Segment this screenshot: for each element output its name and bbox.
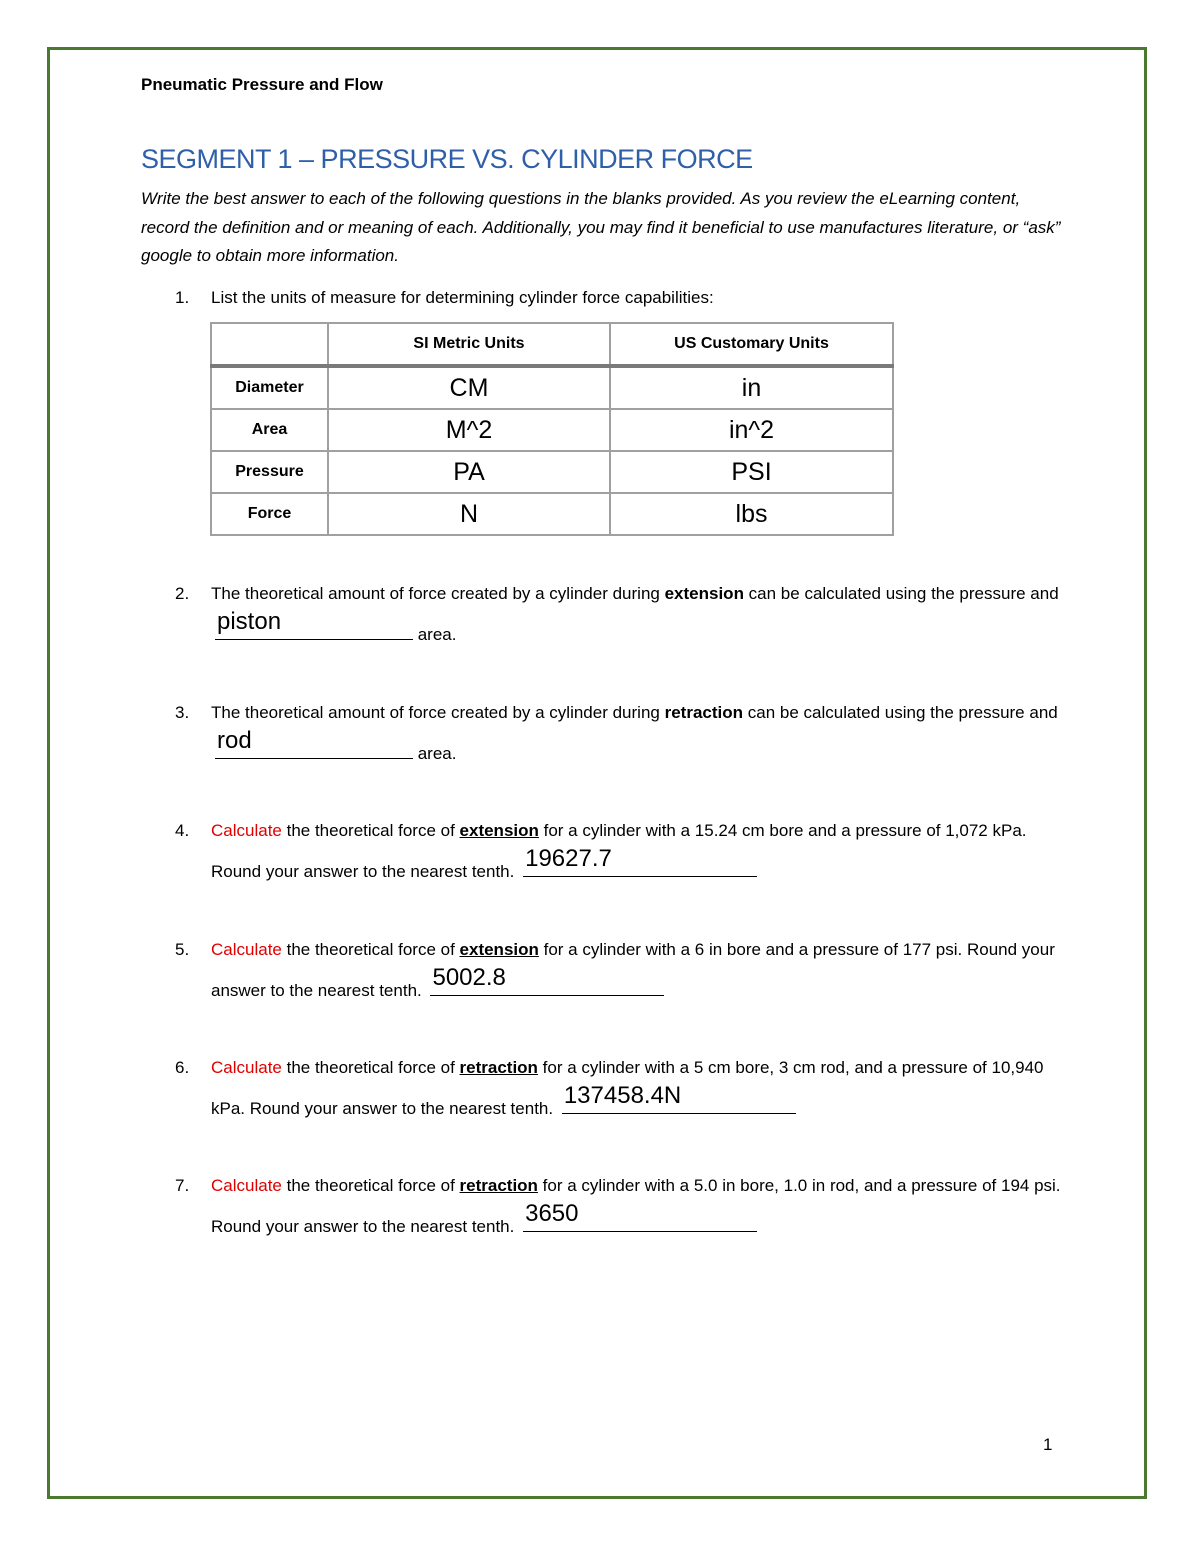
answer-text: rod	[217, 727, 252, 754]
row-label: Area	[211, 409, 328, 451]
calculate-label: Calculate	[211, 1058, 282, 1077]
question-text: can be calculated using the pressure and	[743, 703, 1058, 722]
question-number: 2.	[175, 584, 190, 603]
row-label: Pressure	[211, 451, 328, 493]
keyword: extension	[459, 821, 539, 840]
si-value[interactable]: N	[328, 493, 610, 535]
answer-blank[interactable]	[215, 608, 413, 640]
us-value[interactable]: in^2	[610, 409, 893, 451]
answer-blank[interactable]	[430, 964, 664, 996]
question-number: 1.	[175, 288, 190, 307]
answer-text: piston	[217, 608, 282, 635]
question-text: the theoretical force of	[281, 1058, 460, 1077]
question-text: List the units of measure for determining cylinder force capabilities:	[211, 288, 714, 307]
question-text: area.	[413, 744, 457, 763]
document-header: Pneumatic Pressure and Flow	[141, 75, 383, 94]
question-text: the theoretical force of	[281, 1176, 460, 1195]
answer-text: 137458.4N	[563, 1082, 682, 1109]
answer-text: 5002.8	[432, 964, 506, 991]
us-customary-header: US Customary Units	[610, 323, 893, 366]
question-text: area.	[413, 625, 457, 644]
segment-title: SEGMENT 1 – PRESSURE VS. CYLINDER FORCE	[141, 144, 753, 174]
keyword: retraction	[664, 703, 744, 722]
si-value[interactable]: M^2	[328, 409, 610, 451]
table-row	[211, 451, 893, 493]
question-text: The theoretical amount of force created by a cylinder during	[211, 584, 665, 603]
question-text: the theoretical force of	[281, 940, 460, 959]
question-text: the theoretical force of	[281, 821, 460, 840]
si-value[interactable]: CM	[328, 366, 610, 409]
answer-blank[interactable]	[523, 845, 757, 877]
row-label: Force	[211, 493, 328, 535]
instructions: Write the best answer to each of the following questions in the blanks provided. As you review the eLearning content, record the definition and or meaning of each. Additionally, you may find it beneficial to use manufactures literature, or “ask” google to obtain more information.	[141, 189, 1061, 265]
keyword: extension	[459, 940, 539, 959]
question-text: for a cylinder with a 6 in bore and a pressure of 177 psi. Round your answer to the nearest tenth.	[211, 940, 1055, 1000]
question-number: 5.	[175, 940, 190, 959]
question-text: The theoretical amount of force created by a cylinder during	[211, 703, 665, 722]
si-value[interactable]: PA	[328, 451, 610, 493]
question-text: for a cylinder with a 5.0 in bore, 1.0 in rod, and a pressure of 194 psi. Round your answer to the nearest tenth.	[211, 1176, 1061, 1236]
table-corner-cell	[211, 323, 328, 366]
si-metric-header: SI Metric Units	[328, 323, 610, 366]
question-number: 6.	[175, 1058, 190, 1077]
row-label: Diameter	[211, 366, 328, 409]
question-text: for a cylinder with a 5 cm bore, 3 cm rod, and a pressure of 10,940 kPa. Round your answer to the nearest tenth.	[211, 1058, 1044, 1118]
question-number: 7.	[175, 1176, 190, 1195]
us-value[interactable]: lbs	[610, 493, 893, 535]
answer-blank[interactable]	[562, 1082, 796, 1114]
answer-blank[interactable]	[523, 1200, 757, 1232]
us-value[interactable]: in	[610, 366, 893, 409]
us-value[interactable]: PSI	[610, 451, 893, 493]
table-row	[211, 409, 893, 451]
question-text: can be calculated using the pressure and	[743, 584, 1059, 603]
calculate-label: Calculate	[211, 940, 282, 959]
calculate-label: Calculate	[211, 1176, 282, 1195]
question-number: 4.	[175, 821, 190, 840]
question-text: for a cylinder with a 15.24 cm bore and a pressure of 1,072 kPa. Round your answer to the nearest tenth.	[211, 821, 1027, 881]
answer-blank[interactable]	[215, 727, 413, 759]
keyword: retraction	[459, 1176, 538, 1195]
table-row	[211, 366, 893, 409]
question-number: 3.	[175, 703, 190, 722]
answer-text: 19627.7	[525, 845, 612, 872]
keyword: extension	[664, 584, 744, 603]
calculate-label: Calculate	[211, 821, 282, 840]
page-number: 1	[1043, 1435, 1053, 1454]
units-table	[210, 322, 894, 536]
keyword: retraction	[459, 1058, 538, 1077]
answer-text: 3650	[525, 1200, 579, 1227]
table-row	[211, 493, 893, 535]
